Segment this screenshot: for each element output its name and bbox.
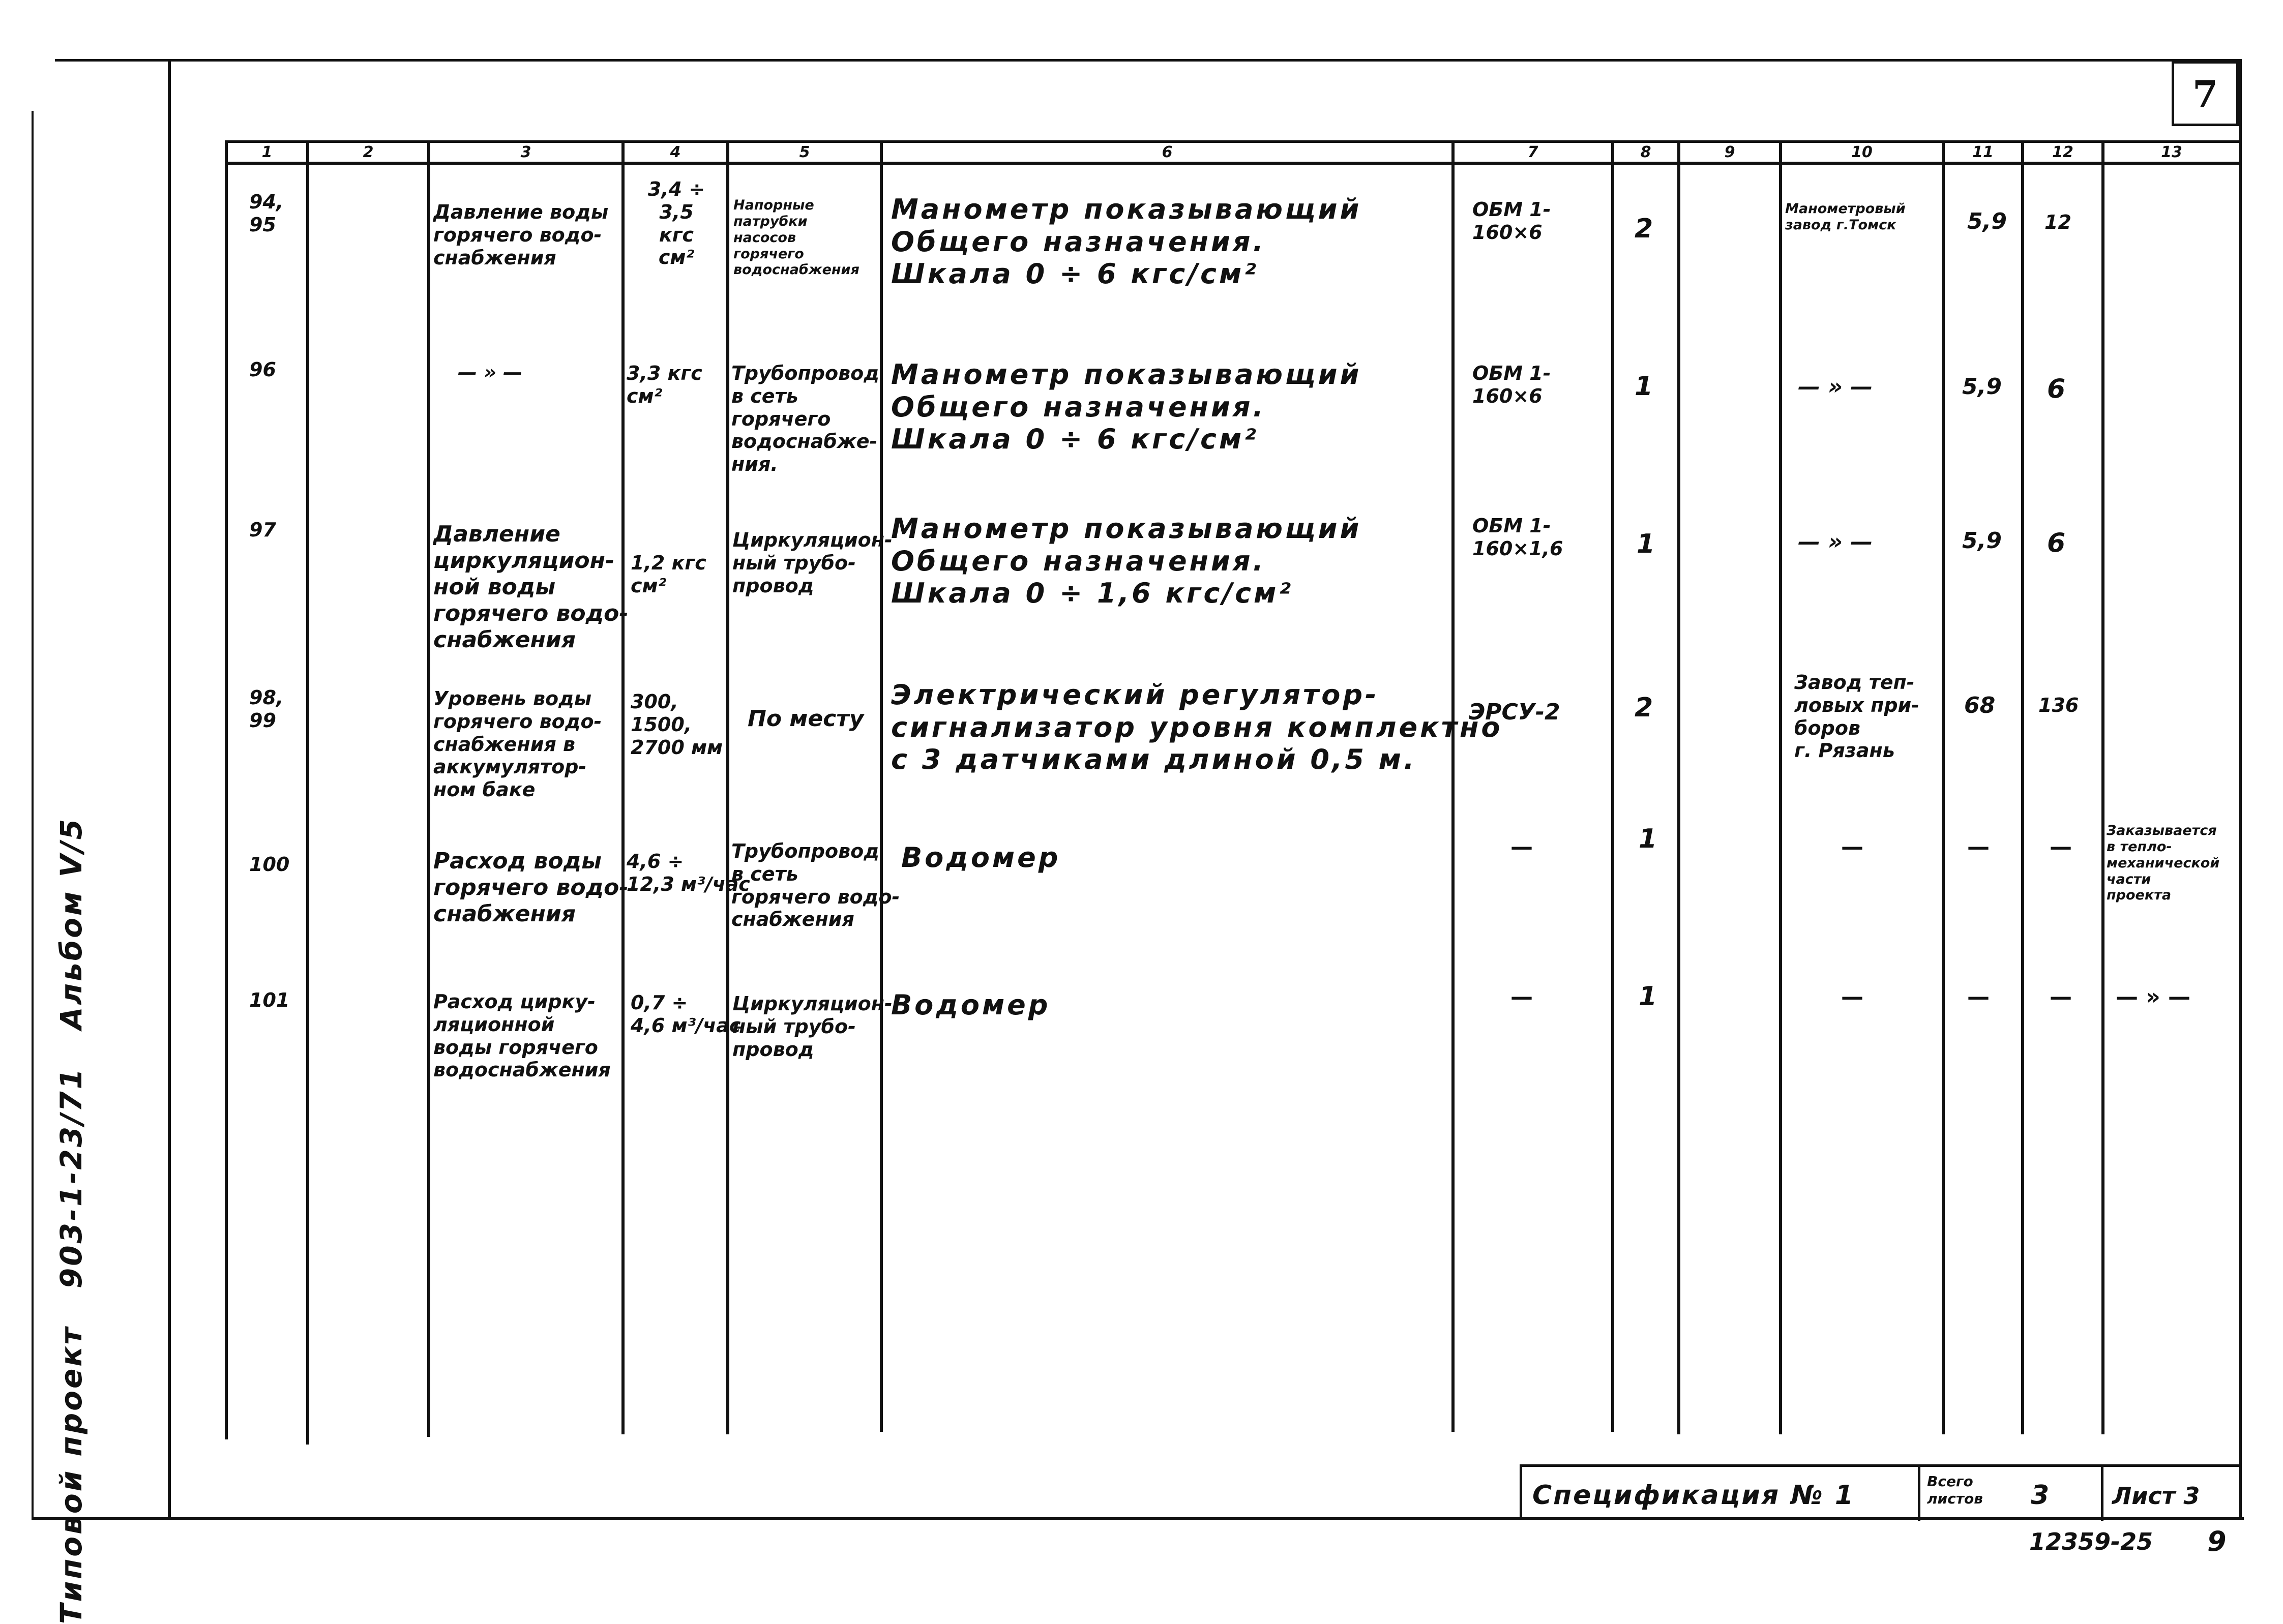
col-divider xyxy=(726,140,729,1434)
device-description: Электрический регулятор- сигнализатор уровня комплектно с 3 датчиками длиной 0,5 м. xyxy=(891,679,1503,776)
unit-price: 5,9 xyxy=(1962,374,2002,400)
sheet-label: Лист 3 xyxy=(2112,1482,2200,1510)
col-header-13: 13 xyxy=(2161,143,2182,161)
note: — » — xyxy=(2116,984,2191,1010)
location: Трубопровод в сеть горячего водо- снабжения xyxy=(731,840,900,931)
footer-code: 12359-25 xyxy=(2029,1528,2153,1555)
parameter: — » — xyxy=(458,361,523,383)
header-bottom-line xyxy=(225,162,2240,165)
pos-number: 98, 99 xyxy=(249,686,284,732)
quantity: 1 xyxy=(1639,981,1657,1012)
device-type: ЭРСУ-2 xyxy=(1469,699,1560,725)
quantity: 1 xyxy=(1637,529,1655,559)
total-price: 136 xyxy=(2038,694,2079,716)
value: 3,4 ÷ 3,5 кгс см² xyxy=(647,178,705,269)
location: По месту xyxy=(748,706,864,732)
pos-number: 96 xyxy=(249,358,276,381)
manufacturer: — xyxy=(1841,984,1863,1010)
col-header-8: 8 xyxy=(1640,143,1651,161)
sheet-number-box xyxy=(2172,61,2239,126)
device-description: Водомер xyxy=(901,841,1061,874)
title-block-divider xyxy=(1918,1467,1920,1521)
value: 0,7 ÷ 4,6 м³/час xyxy=(631,991,741,1037)
col-divider xyxy=(1942,140,1945,1434)
col-divider xyxy=(1677,140,1680,1434)
value: 3,3 кгс см² xyxy=(627,362,702,407)
frame-far-left-line xyxy=(32,111,34,1519)
unit-price: — xyxy=(1967,984,1990,1010)
title-block-divider xyxy=(2101,1467,2103,1521)
parameter: Расход воды горячего водо- снабжения xyxy=(433,848,629,927)
parameter: Уровень воды горячего водо- снабжения в аккумулятор- ном баке xyxy=(433,687,602,801)
location: Напорные патрубки насосов горячего водоснабжения xyxy=(733,197,859,278)
frame-left-line xyxy=(168,60,171,1519)
parameter: Давление циркуляцион- ной воды горячего водо- снабжения xyxy=(433,521,629,653)
col-divider xyxy=(2101,140,2104,1434)
manufacturer: — » — xyxy=(1798,374,1873,400)
note: Заказывается в тепло- механической части проекта xyxy=(2107,823,2220,904)
total-sheets-value: 3 xyxy=(2031,1480,2050,1511)
location: Трубопровод в сеть горячего водоснабже- ния. xyxy=(731,362,879,476)
pos-number: 101 xyxy=(249,989,290,1011)
sheet-number: 7 xyxy=(2192,72,2218,115)
parameter: Расход цирку- ляционной воды горячего водоснабжения xyxy=(433,990,611,1081)
unit-price: 68 xyxy=(1964,693,1996,718)
col-header-9: 9 xyxy=(1724,143,1735,161)
col-header-11: 11 xyxy=(1972,143,1994,161)
unit-price: — xyxy=(1967,834,1990,860)
device-description: Манометр показывающий Общего назначения. Шкала 0 ÷ 1,6 кгс/см² xyxy=(891,513,1362,610)
col-divider xyxy=(2021,140,2024,1434)
quantity: 2 xyxy=(1635,693,1653,723)
device-type: ОБМ 1- 160×6 xyxy=(1472,198,1551,244)
col-divider xyxy=(1451,140,1455,1432)
total-price: 6 xyxy=(2047,528,2066,558)
pos-number: 94, 95 xyxy=(249,191,284,236)
value: 1,2 кгс см² xyxy=(631,552,706,597)
device-type: ОБМ 1- 160×1,6 xyxy=(1472,515,1563,560)
location: Циркуляцион- ный трубо- провод xyxy=(732,529,893,597)
side-stamp: Типовой проект 903-1-23/71 Альбом V/5 xyxy=(54,817,88,1624)
footer-page: 9 xyxy=(2207,1525,2227,1557)
quantity: 2 xyxy=(1635,214,1653,244)
quantity: 1 xyxy=(1635,371,1653,402)
frame-top-line xyxy=(55,59,2242,62)
title-block xyxy=(1520,1464,2239,1518)
col-header-12: 12 xyxy=(2052,143,2073,161)
total-price: — xyxy=(2050,834,2072,860)
manufacturer: Манометровый завод г.Томск xyxy=(1785,201,1906,233)
header-top-line xyxy=(225,140,2240,143)
total-price: 6 xyxy=(2047,374,2066,404)
value: 4,6 ÷ 12,3 м³/час xyxy=(627,850,750,895)
col-divider xyxy=(880,140,883,1432)
total-price: 12 xyxy=(2044,211,2071,233)
device-type: — xyxy=(1510,834,1533,860)
total-price: — xyxy=(2050,984,2072,1010)
specification-title: Спецификация № 1 xyxy=(1532,1480,1855,1511)
manufacturer: — xyxy=(1841,834,1863,860)
value: 300, 1500, 2700 мм xyxy=(631,690,723,759)
col-divider xyxy=(225,140,228,1439)
col-header-2: 2 xyxy=(363,143,374,161)
device-description: Манометр показывающий Общего назначения. Шкала 0 ÷ 6 кгс/см² xyxy=(891,193,1362,290)
col-divider xyxy=(306,140,309,1445)
col-header-5: 5 xyxy=(799,143,810,161)
manufacturer: Завод теп- ловых при- боров г. Рязань xyxy=(1794,671,1919,762)
device-type: ОБМ 1- 160×6 xyxy=(1472,362,1551,407)
col-header-3: 3 xyxy=(520,143,531,161)
total-sheets-label: Всего листов xyxy=(1927,1473,1983,1507)
col-header-7: 7 xyxy=(1527,143,1538,161)
col-header-4: 4 xyxy=(670,143,681,161)
col-header-10: 10 xyxy=(1851,143,1873,161)
col-divider xyxy=(427,140,430,1437)
quantity: 1 xyxy=(1639,824,1657,854)
pos-number: 97 xyxy=(249,519,276,541)
col-header-6: 6 xyxy=(1162,143,1173,161)
location: Циркуляцион- ный трубо- провод xyxy=(732,993,893,1061)
col-divider xyxy=(621,140,625,1434)
device-type: — xyxy=(1510,984,1533,1010)
pos-number: 100 xyxy=(249,853,290,876)
unit-price: 5,9 xyxy=(1962,528,2002,554)
manufacturer: — » — xyxy=(1798,529,1873,555)
col-divider xyxy=(1611,140,1614,1432)
frame-right-line xyxy=(2239,60,2242,1519)
col-header-1: 1 xyxy=(261,143,273,161)
device-description: Манометр показывающий Общего назначения. Шкала 0 ÷ 6 кгс/см² xyxy=(891,358,1362,456)
parameter: Давление воды горячего водо- снабжения xyxy=(433,201,609,269)
device-description: Водомер xyxy=(891,989,1051,1021)
unit-price: 5,9 xyxy=(1967,208,2007,234)
col-divider xyxy=(1779,140,1782,1434)
